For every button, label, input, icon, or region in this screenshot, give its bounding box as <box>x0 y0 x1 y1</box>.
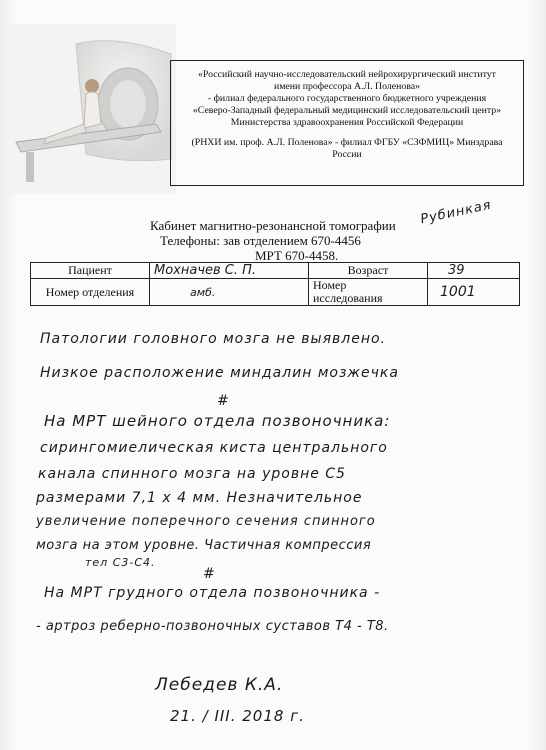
institution-line: (РНХИ им. проф. А.Л. Поленова» - филиал ФГБУ «СЗФМИЦ» Минздрава <box>191 137 503 148</box>
mri-scanner-photo <box>6 24 176 194</box>
form-row-department <box>31 279 520 306</box>
patient-label: Пациент <box>31 263 150 279</box>
age-value: 39 <box>428 263 520 279</box>
department-label: Номер отделения <box>31 279 150 306</box>
corner-handwritten-signature: Рубинкая <box>419 197 493 228</box>
cabinet-mrt-phone: МРТ 670-4458. <box>255 248 339 263</box>
report-line: Патологии головного мозга не выявлено. <box>40 331 386 347</box>
institution-line: «Российский научно-исследовательский нейрохирургический институт <box>198 69 496 80</box>
study-label-line: исследования <box>313 291 383 305</box>
institution-line: «Северо-Западный федеральный медицинский исследовательский центр» <box>192 105 502 116</box>
institution-line: Министерства здравоохранения Российской Федерации <box>230 117 464 128</box>
report-line: мозга на этом уровне. Частичная компрессия <box>36 538 372 553</box>
report-line: сирингомиелическая киста центрального <box>40 440 388 456</box>
institution-header-box <box>170 60 524 186</box>
institution-line: - филиал федерального государственного бюджетного учреждения <box>207 93 487 104</box>
report-line: На МРТ грудного отдела позвоночника - <box>44 585 381 601</box>
report-date: 21. / III. 2018 г. <box>170 707 305 725</box>
department-value: амб. <box>150 279 309 306</box>
cabinet-title: Кабинет магнитно-резонансной томографии <box>150 218 396 233</box>
hash-mark: # <box>203 566 216 582</box>
form-row-patient <box>31 263 520 279</box>
study-label <box>309 279 428 306</box>
age-label: Возраст <box>309 263 428 279</box>
patient-value: Мохначев С. П. <box>150 263 309 279</box>
report-line: Низкое расположение миндалин мозжечка <box>40 365 399 381</box>
institution-line: имени профессора А.Л. Поленова» <box>273 81 421 92</box>
report-line: увеличение поперечного сечения спинного <box>36 514 376 529</box>
cabinet-heading <box>150 218 396 263</box>
cabinet-phones: Телефоны: зав отделением 670-4456 <box>160 233 361 248</box>
report-line: тел С3-С4. <box>85 556 156 569</box>
study-label-line: Номер <box>313 278 347 292</box>
study-value: 1001 <box>428 279 520 306</box>
institution-line: России <box>332 149 362 160</box>
patient-form-table <box>30 262 520 306</box>
report-line: - артроз реберно-позвоночных суставов Т4 - Т8. <box>36 619 389 634</box>
doctor-signature: Лебедев К.А. <box>155 675 284 695</box>
hash-mark: # <box>217 393 230 409</box>
report-line: размерами 7,1 х 4 мм. Незначительное <box>36 490 363 506</box>
report-line: На МРТ шейного отдела позвоночника: <box>44 412 391 430</box>
report-line: канала спинного мозга на уровне С5 <box>38 466 346 482</box>
